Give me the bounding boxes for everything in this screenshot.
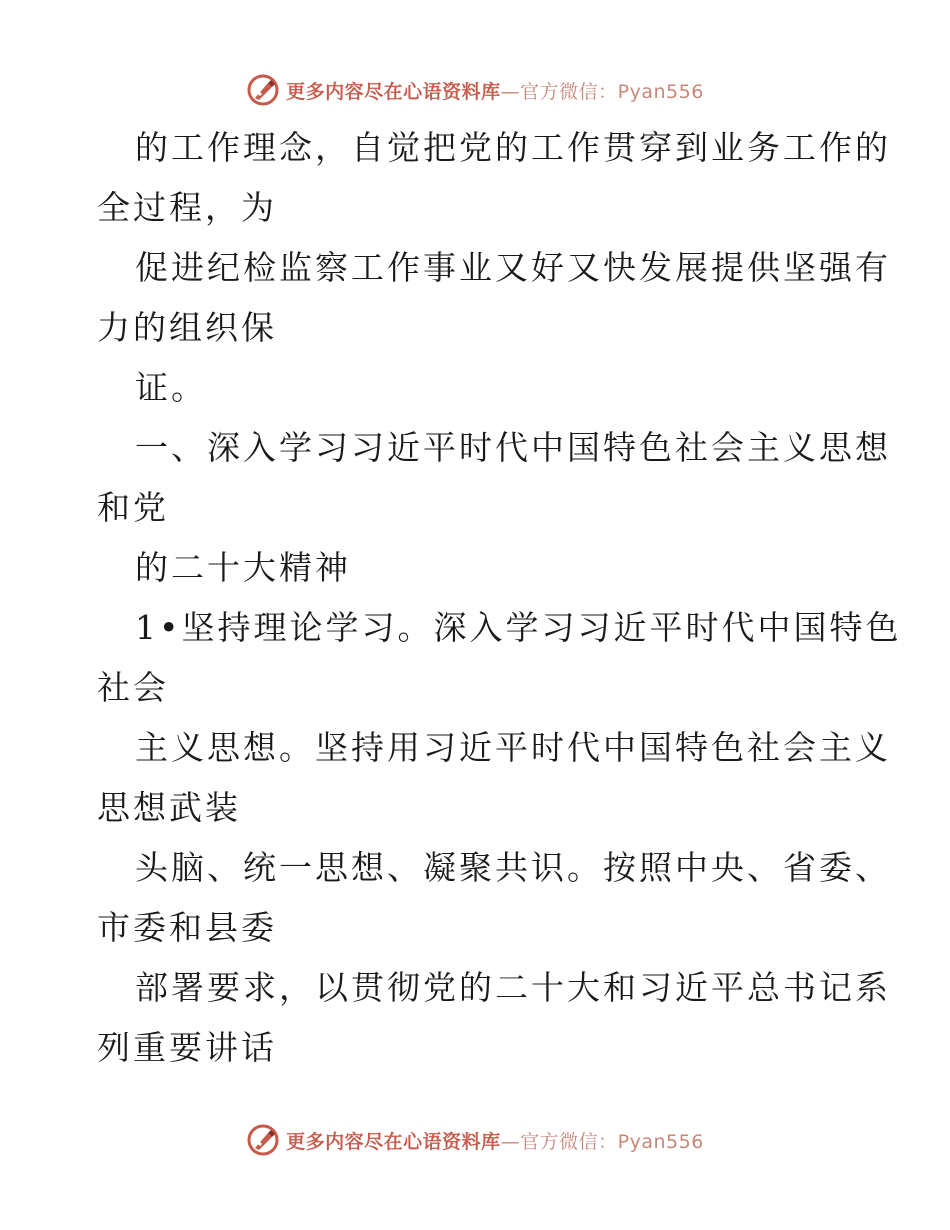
pen-nib-logo-icon [246, 1123, 280, 1157]
pen-nib-logo-icon [246, 73, 280, 107]
text-line: 1•坚持理论学习。深入学习习近平时代中国特色 [135, 608, 902, 647]
text-line: 社会 [97, 668, 169, 707]
text-line: 的工作理念，自觉把党的工作贯穿到业务工作的 [135, 128, 891, 167]
text-line: 力的组织保 [97, 308, 277, 347]
text-line: 部署要求，以贯彻党的二十大和习近平总书记系 [135, 968, 891, 1007]
document-body [97, 118, 902, 1078]
text-line: 证。 [135, 368, 207, 407]
text-line: 头脑、统一思想、凝聚共识。按照中央、省委、 [135, 848, 891, 887]
text-line: 促进纪检监察工作事业又好又快发展提供坚强有 [135, 248, 891, 287]
footer-watermark [0, 1120, 950, 1160]
watermark-text: 更多内容尽在心语资料库—官方微信：Pyan556 [286, 80, 704, 103]
text-line: 思想武装 [97, 788, 241, 827]
text-line: 列重要讲话 [97, 1028, 277, 1067]
text-line: 全过程，为 [97, 188, 277, 227]
text-line: 一、深入学习习近平时代中国特色社会主义思想 [135, 428, 891, 467]
text-line: 的二十大精神 [135, 548, 351, 587]
text-line: 市委和县委 [97, 908, 277, 947]
watermark-text: 更多内容尽在心语资料库—官方微信：Pyan556 [286, 1130, 704, 1153]
text-line: 和党 [97, 488, 169, 527]
text-line: 主义思想。坚持用习近平时代中国特色社会主义 [135, 728, 891, 767]
header-watermark [0, 70, 950, 110]
